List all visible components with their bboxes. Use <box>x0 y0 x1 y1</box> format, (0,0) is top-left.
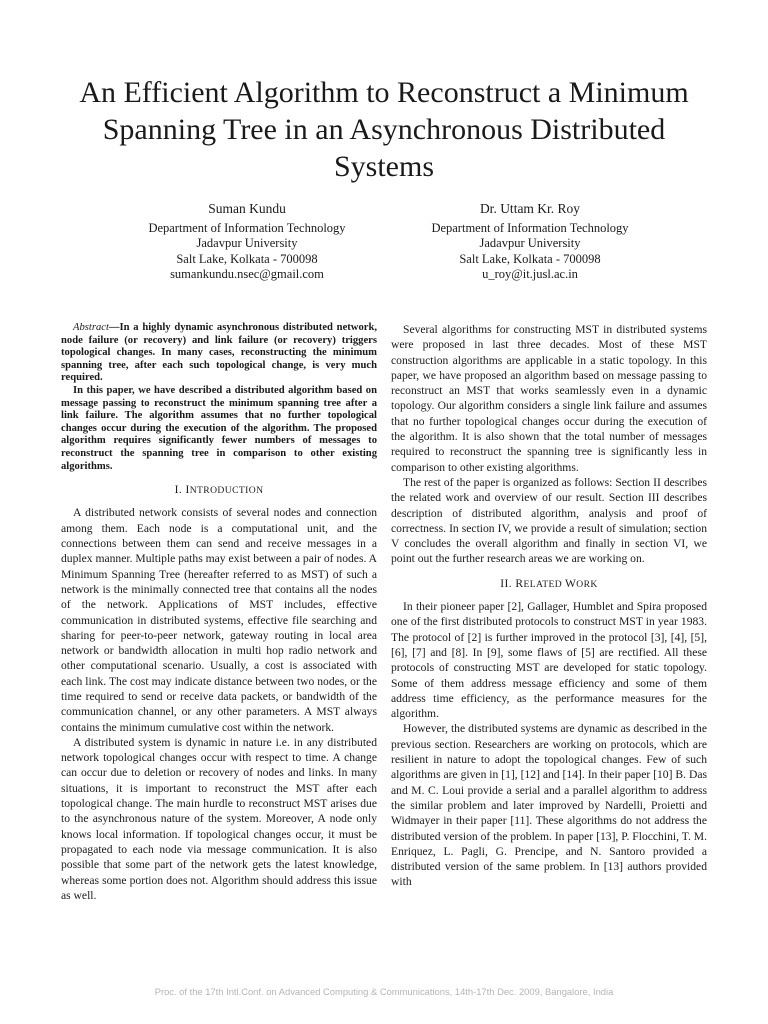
abstract-paragraph: In this paper, we have described a distributed algorithm based on message passing to reconstruct the minimum spanning tree after a link failure. The algorithm assumes that no further topological changes occur during the execution of the algorithm. The proposed algorithm requires significantly fewer numbers of messages to reconstruct the spanning tree in comparison to other existing algorithms. <box>61 384 377 472</box>
title-line: An Efficient Algorithm to Reconstruct a Minimum <box>79 76 689 109</box>
section-heading-introduction: I. INTRODUCTION <box>174 483 264 497</box>
body-paragraph: A distributed system is dynamic in nature i.e. in any distributed network topological changes occur with respect to time. A change can occur due to deletion or recovery of nodes and links. In many situations, it is important to reconstruct the MST after each topological change. The main hurdle to reconstruct MST arises due to the asynchronous nature of the system. Moreover, A node only knows local information. If topological changes occur, it must be propagated to each node via message communication. It is also possible that some part of the network gets the latest knowledge, whereas some portion does not. Algorithm should address this issue as well. <box>61 735 377 902</box>
body-paragraph: A distributed network consists of several nodes and connection among them. Each node is a computational unit, and the connections between them can send and receive messages in a duplex manner. Multiple paths may exist between a pair of nodes. A Minimum Spanning Tree (hereafter referred to as MST) of such a network is the minimally connected tree that contains all the nodes of the network. Applications of MST includes, effective communication in distributed systems, effective file searching and sharing for peer-to-peer network, gateway routing in local area network or bandwidth allocation in multi hop radio network and other computational scenario. Usually, a cost is associated with each link. The cost may indicate distance between two nodes, or the time required to send or receive data packets, or bandwidth of the communication channel, or any other parameters. A MST always contains the minimum cumulative cost within the network. <box>61 506 377 734</box>
author-address: Salt Lake, Kolkata - 700098 <box>459 251 601 266</box>
author-university: Jadavpur University <box>196 236 298 250</box>
conference-footer: Proc. of the 17th Intl.Conf. on Advanced Computing & Communications, 14th-17th Dec. 2009, Bangalore, India <box>154 986 614 997</box>
author-name: Dr. Uttam Kr. Roy <box>479 201 581 216</box>
right-column <box>391 322 707 890</box>
body-paragraph: However, the distributed systems are dynamic as described in the previous section. Researchers are working on protocols, which are resilient in nature to adopt the topological changes. Few of such algorithms are given in [1], [12] and [14]. In their paper [10] B. Das and M. C. Loui provide a serial and a parallel algorithm to address the similar problem and later improved by Nardelli, Proietti and Widmayer in their paper [11]. These algorithms do not address the distributed version of the problem. In paper [13], P. Flocchini, T. M. Enriquez, L. Pagli, G. Prencipe, and N. Santoro provided a distributed version of the same problem. In [13] authors provided with <box>391 722 707 889</box>
left-column <box>61 322 377 903</box>
author-email: u_roy@it.jusl.ac.in <box>482 267 578 281</box>
abstract <box>61 322 377 473</box>
abstract-label: Abstract <box>73 322 109 333</box>
author-block <box>390 201 670 283</box>
body-paragraph: Several algorithms for constructing MST in distributed systems were proposed in last three decades. Most of these MST construction algorithms are applicable in a static topology. In this paper, we have proposed an algorithm based on message passing to reconstruct an MST that works seamlessly even in a dynamic topology. Our algorithm considers a single link failure and assumes that no further topological changes occur during the execution of the algorithm. It is also shown that the total number of messages required to reconstruct the spanning tree is significantly less in comparison to other existing algorithms. <box>391 323 707 474</box>
author-university: Jadavpur University <box>479 236 581 250</box>
body-paragraph: In their pioneer paper [2], Gallager, Humblet and Spira proposed one of the first distributed protocols to construct MST in year 1983. The protocol of [2] is further improved in the protocol [3], [4], [5], [6], [7] and [8]. In [9], some flaws of [5] are rectified. All these protocols of constructing MST are developed for static topology. Some of them address message efficiency and some of them address time efficiency, as the performance measures for the algorithm. <box>391 600 707 721</box>
title-line: Systems <box>333 150 435 183</box>
section-heading-related-work: II. RELATED WORK <box>500 576 598 590</box>
title-line: Spanning Tree in an Asynchronous Distributed <box>102 113 666 146</box>
author-address: Salt Lake, Kolkata - 700098 <box>176 251 318 266</box>
author-block <box>107 201 387 283</box>
author-name: Suman Kundu <box>208 201 286 216</box>
abstract-paragraph: Abstract—In a highly dynamic asynchronous distributed network, node failure (or recovery) and link failure (or recovery) triggers topological changes. In many cases, reconstructing the minimum spanning tree, after each such topological change, is very much required. <box>61 322 377 384</box>
author-dept: Department of Information Technology <box>431 220 629 235</box>
paper-title <box>40 74 728 185</box>
body-paragraph: The rest of the paper is organized as follows: Section II describes the related work and overview of our result. Section III describes description of distributed algorithm, analysis and proof of correctness. In section IV, we provide a result of simulation; section V concludes the overall algorithm and finally in section VI, we point out the further research areas we are working on. <box>391 475 707 566</box>
author-email: sumankundu.nsec@gmail.com <box>170 267 324 281</box>
author-dept: Department of Information Technology <box>148 220 346 235</box>
